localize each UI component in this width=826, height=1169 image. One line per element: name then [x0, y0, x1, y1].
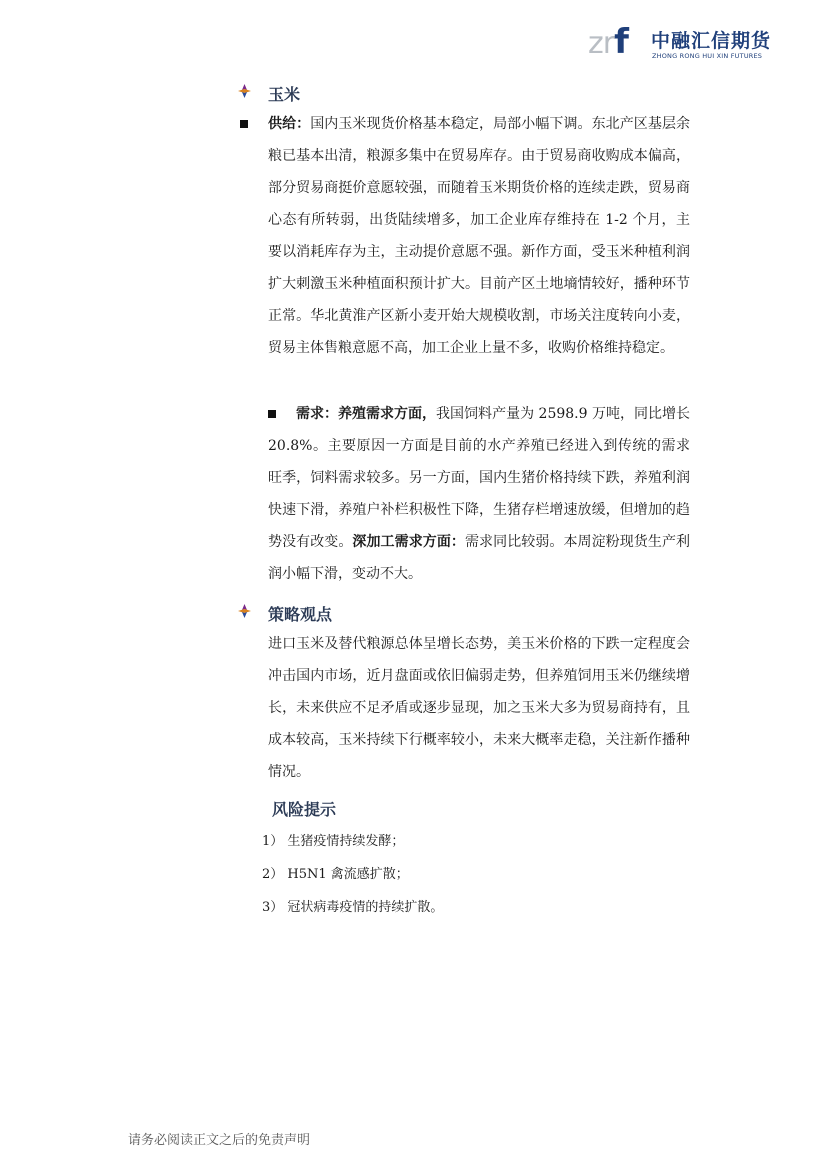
- strategy-paragraph: 进口玉米及替代粮源总体呈增长态势，美玉米价格的下跌一定程度会冲击国内市场，近月盘面或依旧偏弱走势，但养殖饲用玉米仍继续增长，未来供应不足矛盾或逐步显现，加之玉米大多为贸易商持有，且成本较高，玉米持续下行概率较小，未来大概率走稳，关注新作播种情况。: [268, 636, 690, 780]
- supply-paragraph: [268, 108, 690, 364]
- logo-company-en: ZHONG RONG HUI XIN FUTURES: [652, 52, 763, 60]
- logo-mark: [588, 24, 628, 62]
- company-logo: [588, 20, 778, 64]
- square-bullet-icon: [240, 120, 248, 128]
- arrow-bullet-icon: [238, 604, 251, 618]
- strategy-heading: 策略观点: [268, 605, 333, 624]
- demand-text-breeding: 我国饲料产量为 2598.9 万吨，同比增长 20.8%。主要原因一方面是目前的水产养殖已经进入到传统的需求旺季，饲料需求较多。另一方面，国内生猪价格持续下跌，养殖利润快速下滑，养殖户补栏积极性下降，生猪存栏增速放缓，但增加的趋势没有改变。: [268, 406, 690, 550]
- supply-text: 国内玉米现货价格基本稳定，局部小幅下调。东北产区基层余粮已基本出清，粮源多集中在贸易库存。由于贸易商收购成本偏高，部分贸易商挺价意愿较强，而随着玉米期货价格的连续走跌，贸易商心态有所转弱，出货陆续增多，加工企业库存维持在 1-2 个月，主要以消耗库存为主，主动提价意愿不强。新作方面，受玉米种植利润扩大刺激玉米种植面积预计扩大。目前产区土地墒情较好，播种环节正常。华北黄淮产区新小麦开始大规模收割，市场关注度转向小麦，贸易主体售粮意愿不高，加工企业上量不多，收购价格维持稳定。: [268, 116, 691, 356]
- demand-text-processing: 需求同比较弱。本周淀粉现货生产利润小幅下滑，变动不大。: [268, 534, 691, 582]
- risk-item: 2） H5N1 禽流感扩散；: [262, 867, 409, 882]
- logo-mark-prefix: zr: [588, 26, 615, 61]
- footer-disclaimer: 请务必阅读正文之后的免责声明: [128, 1133, 311, 1148]
- demand-sub-label-breeding: 养殖需求方面，: [338, 406, 437, 422]
- corn-heading: 玉米: [268, 85, 301, 104]
- logo-mark-f: f: [614, 22, 628, 62]
- demand-sub-label-processing: 深加工需求方面：: [352, 534, 465, 550]
- supply-label: 供给：: [268, 116, 311, 132]
- demand-label: 需求：: [296, 406, 339, 422]
- risk-heading: 风险提示: [272, 800, 337, 819]
- risk-item: 1） 生猪疫情持续发酵；: [262, 834, 405, 849]
- logo-company-cn: 中融汇信期货: [651, 30, 772, 52]
- arrow-bullet-icon: [238, 84, 251, 98]
- risk-item: 3） 冠状病毒疫情的持续扩散。: [262, 900, 444, 915]
- demand-paragraph: [268, 398, 690, 590]
